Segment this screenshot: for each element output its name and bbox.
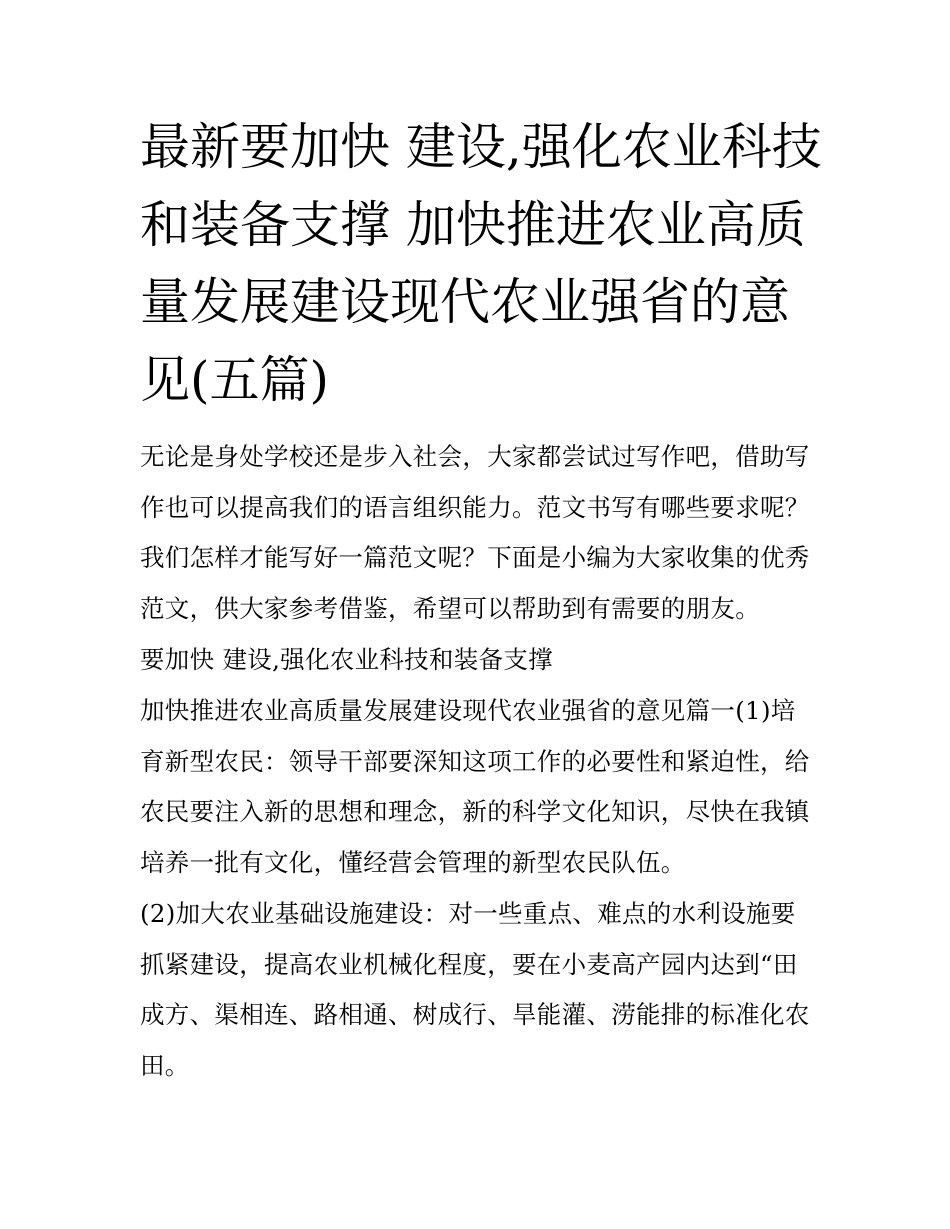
title-line-3: 量发展建设现代农业强省的意 <box>140 273 790 331</box>
body-line-13: 田。 <box>140 1051 190 1080</box>
body-line-8: 农民要注入新的思想和理念，新的科学文化知识，尽快在我镇 <box>140 797 810 826</box>
body-line-1: 无论是身处学校还是步入社会，大家都尝试过写作吧，借助写 <box>140 442 810 471</box>
body-line-3: 我们怎样才能写好一篇范文呢？下面是小编为大家收集的优秀 <box>140 543 810 572</box>
body-line-12: 成方、渠相连、路相通、树成行、旱能灌、涝能排的标准化农 <box>140 1000 810 1029</box>
body-line-6: 加快推进农业高质量发展建设现代农业强省的意见篇一(1)培 <box>140 696 796 725</box>
body-line-11: 抓紧建设，提高农业机械化程度，要在小麦高产园内达到“田 <box>140 950 798 979</box>
body-line-10: (2)加大农业基础设施建设：对一些重点、难点的水利设施要 <box>140 899 796 928</box>
title-line-2: 和装备支撑 加快推进农业高质 <box>140 196 806 254</box>
title-line-4: 见(五篇) <box>140 351 330 409</box>
title-line-1: 最新要加快 建设,强化农业科技 <box>140 118 822 176</box>
body-line-7: 育新型农民：领导干部要深知这项工作的必要性和紧迫性，给 <box>140 747 810 776</box>
body-line-9: 培养一批有文化，懂经营会管理的新型农民队伍。 <box>140 848 686 877</box>
body-line-2: 作也可以提高我们的语言组织能力。范文书写有哪些要求呢？ <box>140 493 810 522</box>
section-heading: 要加快 建设,强化农业科技和装备支撑 <box>140 645 553 674</box>
body-line-4: 范文，供大家参考借鉴，希望可以帮助到有需要的朋友。 <box>140 594 760 623</box>
